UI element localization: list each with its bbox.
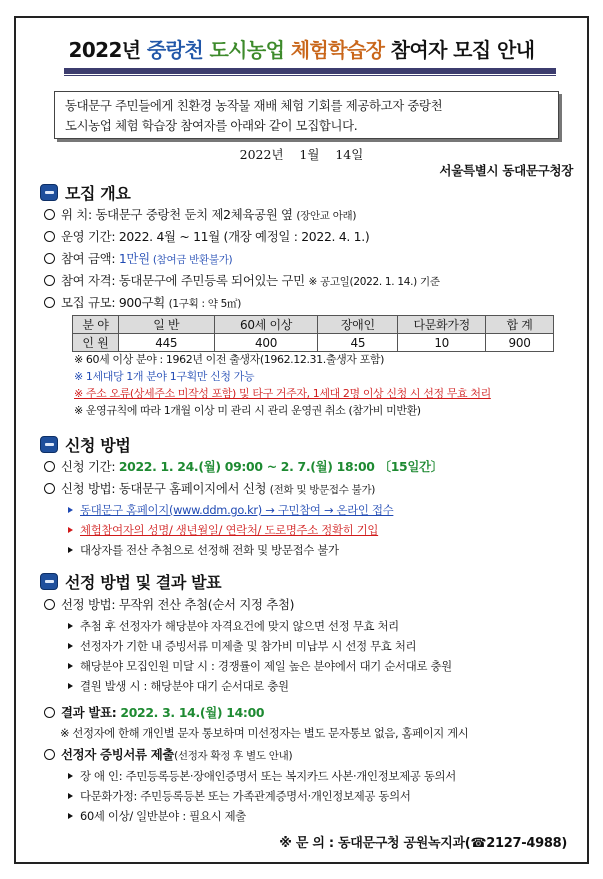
bullet-no-phone: 대상자를 전산 추첨으로 선정해 전화 및 방문접수 불가 xyxy=(68,542,339,559)
title-suffix: 참여자 모집 안내 xyxy=(384,38,535,62)
circle-bullet-icon xyxy=(44,599,55,610)
note-one-per-household: ※ 1세대당 1개 분야 1구획만 신청 가능 xyxy=(74,370,255,383)
circle-bullet-icon xyxy=(44,707,55,718)
bullet-shortfall: 해당분야 모집인원 미달 시 : 경쟁률이 제일 높은 분야에서 대기 순서대로 충원 xyxy=(68,658,452,675)
triangle-bullet-icon xyxy=(68,643,73,649)
title-underline xyxy=(64,68,556,74)
note-management: ※ 운영규칙에 따라 1개월 이상 미 관리 시 관리 운영권 취소 (참가비 미반환) xyxy=(74,404,421,417)
bullet-docs-multicultural: 다문화가정: 주민등록등본 또는 가족관계증명서·개인정보제공 동의서 xyxy=(68,788,411,805)
bullet-required-info: 체험참여자의 성명/ 생년월일/ 연락처/ 도로명주소 정확히 기입 xyxy=(68,522,378,539)
table-cell: 45 xyxy=(318,334,398,352)
note-invalid-address: ※ 주소 오류(상세주소 미작성 포함) 및 타구 거주자, 1세대 2명 이상 신청 시 선정 무효 처리 xyxy=(74,387,491,400)
result-note: ※ 선정자에 한해 개인별 문자 통보하며 미선정자는 별도 문자통보 없음, 홈페이지 게시 xyxy=(60,726,469,740)
section-application-method xyxy=(40,433,130,456)
table-header: 일 반 xyxy=(118,316,214,334)
table-header: 60세 이상 xyxy=(214,316,318,334)
notice-frame xyxy=(14,16,589,864)
table-cell: 인 원 xyxy=(73,334,119,352)
intro-box xyxy=(54,91,559,139)
page-title xyxy=(16,34,587,63)
table-header: 다문화가정 xyxy=(398,316,486,334)
section-heading: 신청 방법 xyxy=(65,436,131,455)
selection-method-line: 선정 방법: 무작위 전산 추첨(순서 지정 추첨) xyxy=(44,596,294,614)
table-header: 분 야 xyxy=(73,316,119,334)
circle-bullet-icon xyxy=(44,483,55,494)
bullet-docs-disabled: 장 애 인: 주민등록등본·장애인증명서 또는 복지카드 사본·개인정보제공 동의서 xyxy=(68,768,456,785)
circle-bullet-icon xyxy=(44,209,55,220)
bullet-invalid-selection: 추첨 후 선정자가 해당분야 자격요건에 맞지 않으면 선정 무효 처리 xyxy=(68,618,399,635)
contact-info: ※ 문 의 : 동대문구청 공원녹지과(☎2127-4988) xyxy=(279,836,567,851)
title-year: 2022년 xyxy=(68,38,147,62)
location-line: 위 치: 동대문구 중랑천 둔치 제2체육공원 옆 (장안교 아래) xyxy=(44,206,356,225)
notice-date: 2022년 1월 14일 xyxy=(239,147,364,162)
scale-line: 모집 규모: 900구획 (1구획 : 약 5㎡) xyxy=(44,294,241,313)
triangle-bullet-icon xyxy=(68,507,73,513)
triangle-bullet-icon xyxy=(68,527,73,533)
triangle-bullet-icon xyxy=(68,663,73,669)
bullet-homepage-route: 동대문구 홈페이지(www.ddm.go.kr) → 구민참여 → 온라인 접수 xyxy=(68,502,393,519)
issuing-office: 서울특별시 동대문구청장 xyxy=(439,163,573,178)
section-icon xyxy=(40,184,58,201)
quota-table xyxy=(72,315,554,352)
triangle-bullet-icon xyxy=(68,623,73,629)
section-icon xyxy=(40,573,58,590)
quota-header-row xyxy=(73,316,554,334)
bullet-missing-docs: 선정자가 기한 내 증빙서류 미제출 및 참가비 미납부 시 선정 무효 처리 xyxy=(68,638,416,655)
table-header: 합 계 xyxy=(486,316,554,334)
title-underline-thin xyxy=(64,75,556,76)
operation-period-line: 운영 기간: 2022. 4월 ~ 11월 (개장 예정일 : 2022. 4. 1.) xyxy=(44,228,369,246)
intro-line-2: 도시농업 체험 학습장 참여자를 아래와 같이 모집합니다. xyxy=(65,118,358,133)
table-cell: 445 xyxy=(118,334,214,352)
section-heading: 모집 개요 xyxy=(65,184,131,203)
circle-bullet-icon xyxy=(44,231,55,242)
circle-bullet-icon xyxy=(44,253,55,264)
circle-bullet-icon xyxy=(44,275,55,286)
documents-line: 선정자 증빙서류 제출(선정자 확정 후 별도 안내) xyxy=(44,746,292,765)
circle-bullet-icon xyxy=(44,749,55,760)
section-selection-results xyxy=(40,570,221,593)
circle-bullet-icon xyxy=(44,297,55,308)
section-icon xyxy=(40,436,58,453)
table-cell: 900 xyxy=(486,334,554,352)
table-cell: 10 xyxy=(398,334,486,352)
title-farming: 도시농업 xyxy=(209,38,291,62)
title-learning: 체험학습장 xyxy=(290,38,385,62)
bullet-vacancy: 결원 발생 시 : 해당분야 대기 순서대로 충원 xyxy=(68,678,289,695)
fee-line: 참여 금액: 1만원 (참여금 반환불가) xyxy=(44,250,232,269)
intro-line-1: 동대문구 주민들에게 친환경 농작물 재배 체험 기회를 제공하고자 중랑천 xyxy=(65,98,443,113)
qualification-line: 참여 자격: 동대문구에 주민등록 되어있는 구민 ※ 공고일(2022. 1. 14.) 기준 xyxy=(44,272,440,291)
triangle-bullet-icon xyxy=(68,683,73,689)
note-age: ※ 60세 이상 분야 : 1962년 이전 출생자(1962.12.31.출생자 포함) xyxy=(74,353,384,366)
circle-bullet-icon xyxy=(44,461,55,472)
section-recruitment-overview xyxy=(40,181,130,204)
section-heading: 선정 방법 및 결과 발표 xyxy=(65,573,222,592)
triangle-bullet-icon xyxy=(68,773,73,779)
triangle-bullet-icon xyxy=(68,793,73,799)
triangle-bullet-icon xyxy=(68,813,73,819)
bullet-docs-general: 60세 이상/ 일반분야 : 필요시 제출 xyxy=(68,808,246,825)
application-period-line: 신청 기간: 2022. 1. 24.(월) 09:00 ~ 2. 7.(월) 18:00 〔15일간〕 xyxy=(44,458,443,476)
table-cell: 400 xyxy=(214,334,318,352)
title-place: 중랑천 xyxy=(146,38,210,62)
table-header: 장애인 xyxy=(318,316,398,334)
result-announcement-line: 결과 발표: 2022. 3. 14.(월) 14:00 xyxy=(44,704,264,722)
application-method-line: 신청 방법: 동대문구 홈페이지에서 신청 (전화 및 방문접수 불가) xyxy=(44,480,375,499)
quota-value-row xyxy=(73,334,554,352)
triangle-bullet-icon xyxy=(68,547,73,553)
